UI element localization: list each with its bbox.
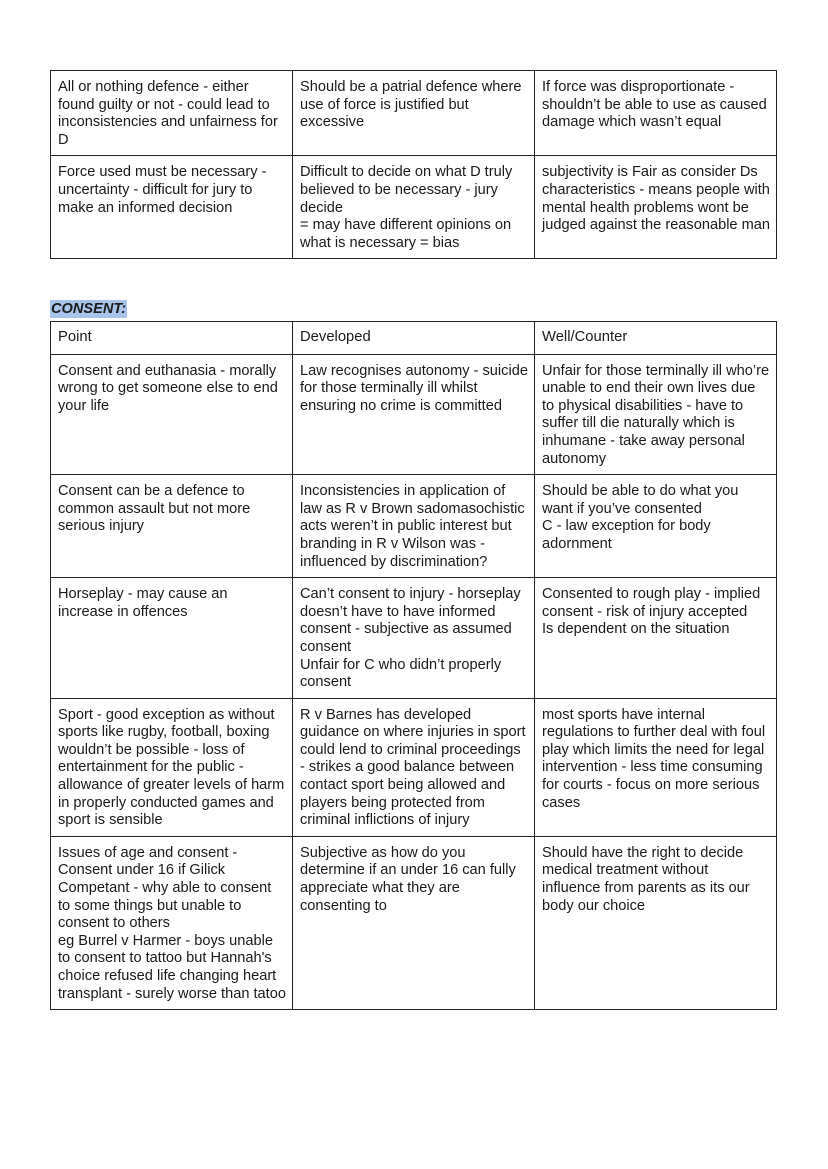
table-cell: Difficult to decide on what D truly believed to be necessary - jury decide = may have different opinions on what is necessary = bias (293, 156, 535, 259)
table-cell: Subjective as how do you determine if an under 16 can fully appreciate what they are consenting to (293, 836, 535, 1009)
table-cell: Issues of age and consent - Consent under 16 if Gilick Competant - why able to consent to some things but unable to consent to others eg Burrel v Harmer - boys unable to consent to tattoo but Hannah's choice refused life changing heart transplant - surely worse than tatoo (51, 836, 293, 1009)
table-row (51, 475, 777, 578)
self-defence-evaluation-table (50, 70, 777, 259)
table-header-row (51, 322, 777, 355)
column-header-point: Point (51, 322, 293, 355)
table-cell: Sport - good exception as without sports like rugby, football, boxing wouldn’t be possible - loss of entertainment for the public - allowance of greater levels of harm in properly conducted games and sport is sensible (51, 698, 293, 836)
table-cell: R v Barnes has developed guidance on where injuries in sport could lend to criminal proceedings - strikes a good balance between contact sport being allowed and players being protected from criminal inflictions of injury (293, 698, 535, 836)
consent-evaluation-table (50, 321, 777, 1010)
table-cell: subjectivity is Fair as consider Ds characteristics - means people with mental health problems wont be judged against the reasonable man (535, 156, 777, 259)
table-row (51, 354, 777, 475)
table-cell: Should be a patrial defence where use of force is justified but excessive (293, 71, 535, 156)
table-cell: All or nothing defence - either found guilty or not - could lead to inconsistencies and unfairness for D (51, 71, 293, 156)
consent-section-heading: CONSENT: (51, 301, 127, 317)
table-cell: Inconsistencies in application of law as R v Brown sadomasochistic acts weren’t in public interest but branding in R v Wilson was - influenced by discrimination? (293, 475, 535, 578)
table-cell: Consent can be a defence to common assault but not more serious injury (51, 475, 293, 578)
table-row (51, 71, 777, 156)
table-row (51, 578, 777, 699)
table-cell: Unfair for those terminally ill who’re unable to end their own lives due to physical disabilities - have to suffer till die naturally which is inhumane - take away personal autonomy (535, 354, 777, 475)
table-cell: Should have the right to decide medical treatment without influence from parents as its our body our choice (535, 836, 777, 1009)
table-cell: Can’t consent to injury - horseplay doesn’t have to have informed consent - subjective as assumed consent Unfair for C who didn’t properly consent (293, 578, 535, 699)
table-cell: Should be able to do what you want if you’ve consented C - law exception for body adornment (535, 475, 777, 578)
table-row (51, 836, 777, 1009)
table-cell: Force used must be necessary - uncertainty - difficult for jury to make an informed decision (51, 156, 293, 259)
column-header-well-counter: Well/Counter (535, 322, 777, 355)
table-row (51, 156, 777, 259)
table-cell: Horseplay - may cause an increase in offences (51, 578, 293, 699)
table-cell: If force was disproportionate - shouldn’t be able to use as caused damage which wasn’t equal (535, 71, 777, 156)
table-row (51, 698, 777, 836)
table-cell: most sports have internal regulations to further deal with foul play which limits the need for legal intervention - less time consuming for courts - focus on more serious cases (535, 698, 777, 836)
column-header-developed: Developed (293, 322, 535, 355)
table-cell: Law recognises autonomy - suicide for those terminally ill whilst ensuring no crime is committed (293, 354, 535, 475)
table-cell: Consent and euthanasia - morally wrong to get someone else to end your life (51, 354, 293, 475)
table-cell: Consented to rough play - implied consent - risk of injury accepted Is dependent on the situation (535, 578, 777, 699)
